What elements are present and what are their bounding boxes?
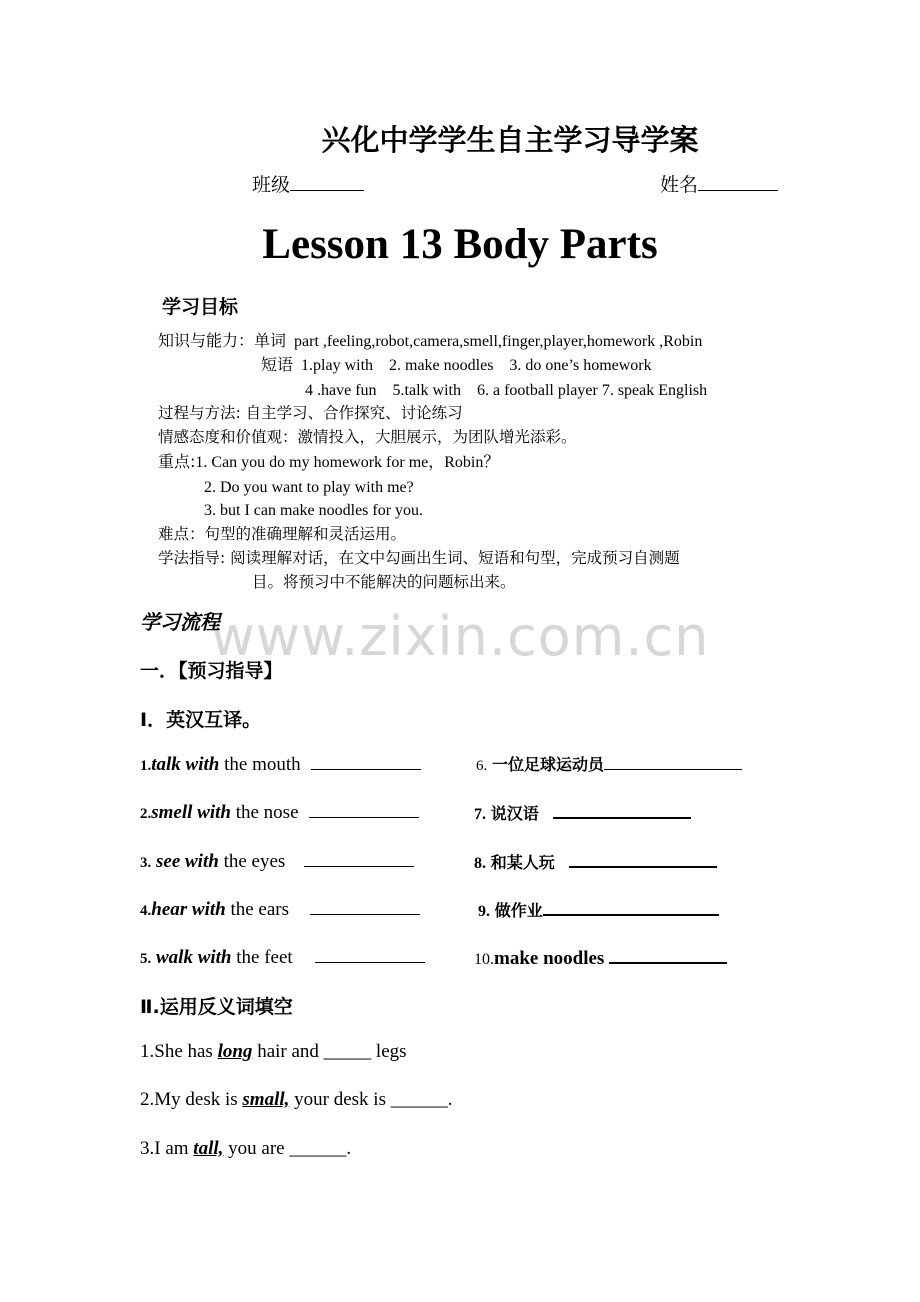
item-number: 1. — [140, 758, 152, 774]
attitude-goal: 情感态度和价值观：激情投入，大胆展示，为团队增光添彩。 — [158, 428, 577, 446]
item-text: 说汉语 — [490, 804, 539, 823]
difficulty: 难点：句型的准确理解和灵活运用。 — [158, 525, 407, 543]
item-number: 10. — [474, 951, 494, 968]
translation-item-7 — [474, 800, 691, 825]
translation-item-4 — [140, 897, 420, 921]
watermark: www.zixin.com.cn — [210, 605, 710, 668]
translation-item-1 — [140, 752, 421, 776]
name-field[interactable] — [660, 170, 778, 197]
translation-heading: I．英汉互译。 — [140, 709, 262, 731]
knowledge-label: 知识与能力：单词 — [158, 331, 287, 350]
answer-blank[interactable] — [304, 849, 414, 867]
item-keyword: talk with — [151, 754, 220, 775]
answer-blank[interactable] — [609, 945, 727, 964]
antonym-keyword: long — [217, 1041, 253, 1062]
item-number: 2. — [140, 806, 152, 822]
item-rest: the eyes — [218, 851, 286, 872]
item-rest: the feet — [231, 947, 293, 968]
item-number: 6. — [476, 758, 488, 774]
answer-blank[interactable] — [311, 752, 421, 770]
key-label: 重点: — [158, 452, 196, 471]
sentence-end: your desk is ______. — [289, 1089, 453, 1110]
translation-item-2 — [140, 800, 419, 824]
item-text: make noodles — [494, 948, 605, 969]
answer-blank[interactable] — [310, 897, 420, 915]
phrases-line-1 — [261, 354, 652, 377]
sentence-start: 2.My desk is — [140, 1089, 243, 1110]
answer-blank[interactable] — [569, 849, 717, 868]
lesson-title: Lesson 13 Body Parts — [262, 221, 658, 268]
class-label: 班级 — [252, 174, 291, 196]
method-line-1: 学法指导: 阅读理解对话，在文中勾画出生词、短语和句型，完成预习自测题 — [158, 549, 680, 567]
answer-blank[interactable] — [604, 752, 742, 770]
answer-blank[interactable] — [553, 800, 691, 819]
translation-item-10 — [474, 945, 727, 970]
item-rest: the ears — [225, 899, 290, 920]
item-number: 7. — [474, 806, 486, 823]
item-keyword: see with — [151, 851, 219, 872]
class-field[interactable] — [252, 170, 364, 197]
sentence-end: you are ______. — [223, 1138, 352, 1159]
item-keyword: hear with — [151, 899, 226, 920]
translation-item-3 — [140, 849, 414, 873]
process-heading: 学习流程 — [140, 610, 220, 634]
key-point-3: 3. but I can make noodles for you. — [204, 502, 424, 519]
name-label: 姓名 — [660, 174, 699, 196]
item-number: 3. — [140, 855, 152, 871]
answer-blank[interactable] — [315, 945, 425, 963]
answer-blank[interactable] — [543, 897, 719, 916]
key-point-2: 2. Do you want to play with me? — [204, 479, 414, 496]
key-point-1: 1. Can you do my homework for me，Robin？ — [195, 454, 500, 471]
antonym-item-2[interactable] — [140, 1089, 452, 1111]
section-heading-preview: 一．【预习指导】 — [140, 660, 283, 682]
sentence-start: 1.She has — [140, 1041, 218, 1062]
antonym-item-1[interactable] — [140, 1041, 407, 1063]
key-point-1-line — [158, 451, 499, 474]
word-list: part ,feeling,robot,camera,smell,finger,player,homework ,Robin — [294, 333, 703, 350]
sentence-end: hair and _____ legs — [252, 1041, 407, 1062]
antonym-keyword: small, — [242, 1089, 290, 1110]
objectives-heading: 学习目标 — [162, 296, 239, 318]
item-number: 9. — [478, 903, 490, 920]
page-title: 兴化中学学生自主学习导学案 — [321, 123, 699, 157]
item-rest: the mouth — [219, 754, 301, 775]
translation-item-6 — [476, 752, 742, 776]
item-rest: the nose — [230, 802, 299, 823]
item-keyword: smell with — [151, 802, 231, 823]
antonym-item-3[interactable] — [140, 1138, 351, 1160]
name-blank[interactable] — [698, 173, 778, 191]
item-text: 一位足球运动员 — [492, 755, 605, 774]
item-text: 做作业 — [494, 901, 543, 920]
item-keyword: walk with — [151, 947, 232, 968]
item-text: 和某人玩 — [490, 853, 555, 872]
phrase-list-1: 1.play with 2. make noodles 3. do one’s homework — [301, 357, 652, 374]
phrase-list-2: 4 .have fun 5.talk with 6. a football player 7. speak English — [305, 382, 708, 399]
class-blank[interactable] — [290, 173, 364, 191]
phrase-label: 短语 — [261, 355, 294, 374]
item-number: 8. — [474, 855, 486, 872]
item-number: 4. — [140, 903, 152, 919]
item-number: 5. — [140, 951, 152, 967]
translation-item-9 — [478, 897, 719, 922]
antonym-keyword: tall, — [193, 1138, 224, 1159]
antonym-heading: Ⅱ.运用反义词填空 — [140, 996, 293, 1018]
method-line-2: 目。将预习中不能解决的问题标出来。 — [252, 573, 516, 591]
translation-item-5 — [140, 945, 425, 969]
sentence-start: 3.I am — [140, 1138, 194, 1159]
knowledge-line — [158, 330, 702, 353]
answer-blank[interactable] — [309, 800, 419, 818]
translation-item-8 — [474, 849, 717, 874]
process-goal: 过程与方法: 自主学习、合作探究、讨论练习 — [158, 404, 463, 422]
